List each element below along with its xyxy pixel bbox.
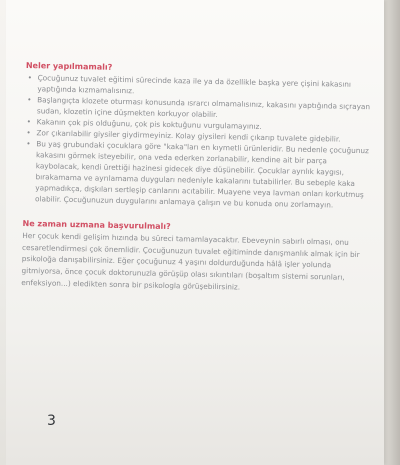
bullet-icon: • [27,95,32,105]
bullet-icon: • [26,128,31,138]
book-page [6,0,384,465]
paragraph: Her çocuk kendi gelişim hızında bu süreci tamamlayacaktır. Ebeveynin sabırlı olması, onu cesaretlendirmesi çok önemlidir. Çocuğunuzun tuvalet eğitiminde danışmanlık almak için bir psikoloğa danışabilirsiniz. Eğer çocuğunuz 4 yaşını doldurduğunda hâlâ işler yolunda gitmiyorsa, önce çocuk doktorunuzla görüşüp olası sıkıntıları (boşaltım sistemi sorunları, enfeksiyon...) eledikten sonra bir psikologla görüşebilirsiniz. [21,230,360,292]
section-heading-what-not-to-do: Neler yapılmamalı? [25,60,113,72]
bullet-list [23,72,371,211]
list-item-text: Kakanın çok pis olduğunu, çok pis koktuğunu vurgulamayınız. [36,117,262,131]
section-heading-when-to-see-specialist: Ne zaman uzmana başvurulmalı? [22,218,171,232]
page-content [21,60,371,296]
list-item-text: Zor çıkarılabilir giysiler giydirmeyiniz. Kolay giysileri kendi çıkarıp tuvalete gidebilir. [36,128,341,144]
bullet-icon: • [26,117,32,127]
page-number: 3 [47,413,56,429]
bullet-icon: • [26,139,31,149]
list-item-text: Bu yaş grubundaki çocuklara göre "kaka"ları en kıymetli ürünleridir. Bu nedenle çocuğunuz kakasını görmek isteyebilir, ona veda ederken zorlanabilir, kendine ait bir parça kaybolacak, kendi ürettiği hazinesi gidecek diye düşünebilir. Çocuklar ayrılık kaygısı, bırakamama ve ayrılamama duyguları nedeniyle kakalarını tutabilirler. Bu sebeple kaka yapmadıkça, dışkıları sertleşip canlarını acıtabilir. Muayene veya lavman onları korkutmuş olabilir. Çocuğunuzun duygularını anlamaya çalışın ve bu konuda onu zorlamayın. [35,139,370,210]
list-item-text: Çocuğunuz tuvalet eğitimi sürecinde kaza ile ya da özellikle başka yere çişini kakasını yaptığında kızmamalısınız. [37,73,352,96]
list-item [23,138,369,211]
list-item-text: Başlangıçta klozete oturması konusunda ısrarcı olmamalısınız, kakasını yaptığında sıçrayan sudan, klozetin içine düşmekten korkuyor olabilir. [36,95,371,120]
bullet-icon: • [27,73,33,83]
